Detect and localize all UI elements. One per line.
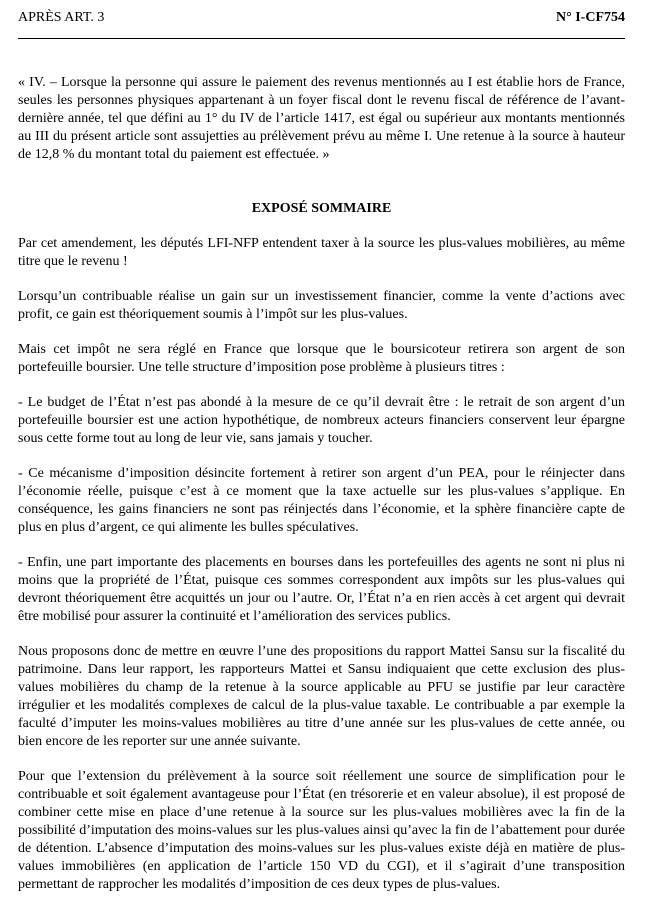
paragraph: Pour que l’extension du prélèvement à la source soit réellement une source de simplification pour le contribuable et soit également avantageuse pour l’État (en trésorerie et en valeur absolue), il est proposé de combiner cette mise en place d’une retenue à la source sur les plus-values mobilières avec la fin de la possibilité d’imputation des moins-values sur les plus-values ainsi qu’avec la fin de l’abattement pour durée de détention. L’absence d’imputation des moins-values sur les plus-values existe déjà en matière de plus-values immobilières (en application de l’article 150 VD du CGI), et il s’agirait d’une transposition permettant de rapprocher les modalités d’imposition de ces deux types de plus-values. bbox=[18, 769, 625, 892]
section-title: EXPOSÉ SOMMAIRE bbox=[251, 201, 392, 216]
page-header bbox=[18, 8, 625, 28]
header-divider bbox=[18, 38, 625, 39]
paragraph: - Enfin, une part importante des placements en bourses dans les portefeuilles des agents ne sont ni plus ni moins que la propriété de l’État, puisque ces sommes correspondent aux impôts sur les plus-values qui devront théoriquement être acquittés un jour ou l’autre. Or, l’État n’a en rien accès à cet argent qui devrait être mobilisé pour assurer la continuité et l’amélioration des services publics. bbox=[18, 555, 625, 624]
paragraph: Nous proposons donc de mettre en œuvre l’une des propositions du rapport Mattei Sansu sur la fiscalité du patrimoine. Dans leur rapport, les rapporteurs Mattei et Sansu indiquaient que cette exclusion des plus-values mobilières du champ de la retenue à la source applicable au PFU se justifie par leur caractère irrégulier et les modalités complexes de calcul de la plus-value taxable. Le contribuable a par exemple la faculté d’imputer les moins-values mobilières au titre d’une année sur les plus-values de cette année, ou bien encore de les reporter sur une année suivante. bbox=[18, 644, 625, 749]
paragraph: Par cet amendement, les députés LFI-NFP entendent taxer à la source les plus-values mobilières, au même titre que le revenu ! bbox=[18, 236, 625, 269]
paragraph: - Ce mécanisme d’imposition désincite fortement à retirer son argent d’un PEA, pour le réinjecter dans l’économie réelle, puisque c’est à ce moment que la taxe actuelle sur les plus-values s’applique. En conséquence, les gains financiers ne sont pas réinjectés dans l’économie, et la sphère financière capte de plus en plus d’argent, ce qui alimente les bulles spéculatives. bbox=[18, 466, 625, 535]
header-amendment-number: N° I-CF754 bbox=[556, 10, 625, 25]
paragraph: Mais cet impôt ne sera réglé en France que lorsque que le boursicoteur retirera son argent de son portefeuille boursier. Une telle structure d’imposition pose problème à plusieurs titres : bbox=[18, 342, 625, 375]
paragraph: Lorsqu’un contribuable réalise un gain sur un investissement financier, comme la vente d’actions avec profit, ce gain est théoriquement soumis à l’impôt sur les plus-values. bbox=[18, 289, 625, 322]
document-body bbox=[18, 74, 625, 911]
paragraph: - Le budget de l’État n’est pas abondé à la mesure de ce qu’il devrait être : le retrait de son argent d’un portefeuille boursier est une action hypothétique, de nombreux acteurs financiers conservent leur épargne sous cette forme tout au long de leur vie, sans jamais y toucher. bbox=[18, 395, 625, 446]
amendment-text-quote: « IV. – Lorsque la personne qui assure le paiement des revenus mentionnés au I est établie hors de France, seules les personnes physiques appartenant à un foyer fiscal dont le revenu fiscal de référence de l’avant-dernière année, tel que défini au 1° du IV de l’article 1417, est égal ou supérieur aux montants mentionnés au III du présent article sont assujetties au prélèvement prévu au même I. Une retenue à la source à hauteur de 12,8 % du montant total du paiement est effectuée. » bbox=[18, 75, 625, 162]
header-article-ref: APRÈS ART. 3 bbox=[18, 10, 105, 25]
